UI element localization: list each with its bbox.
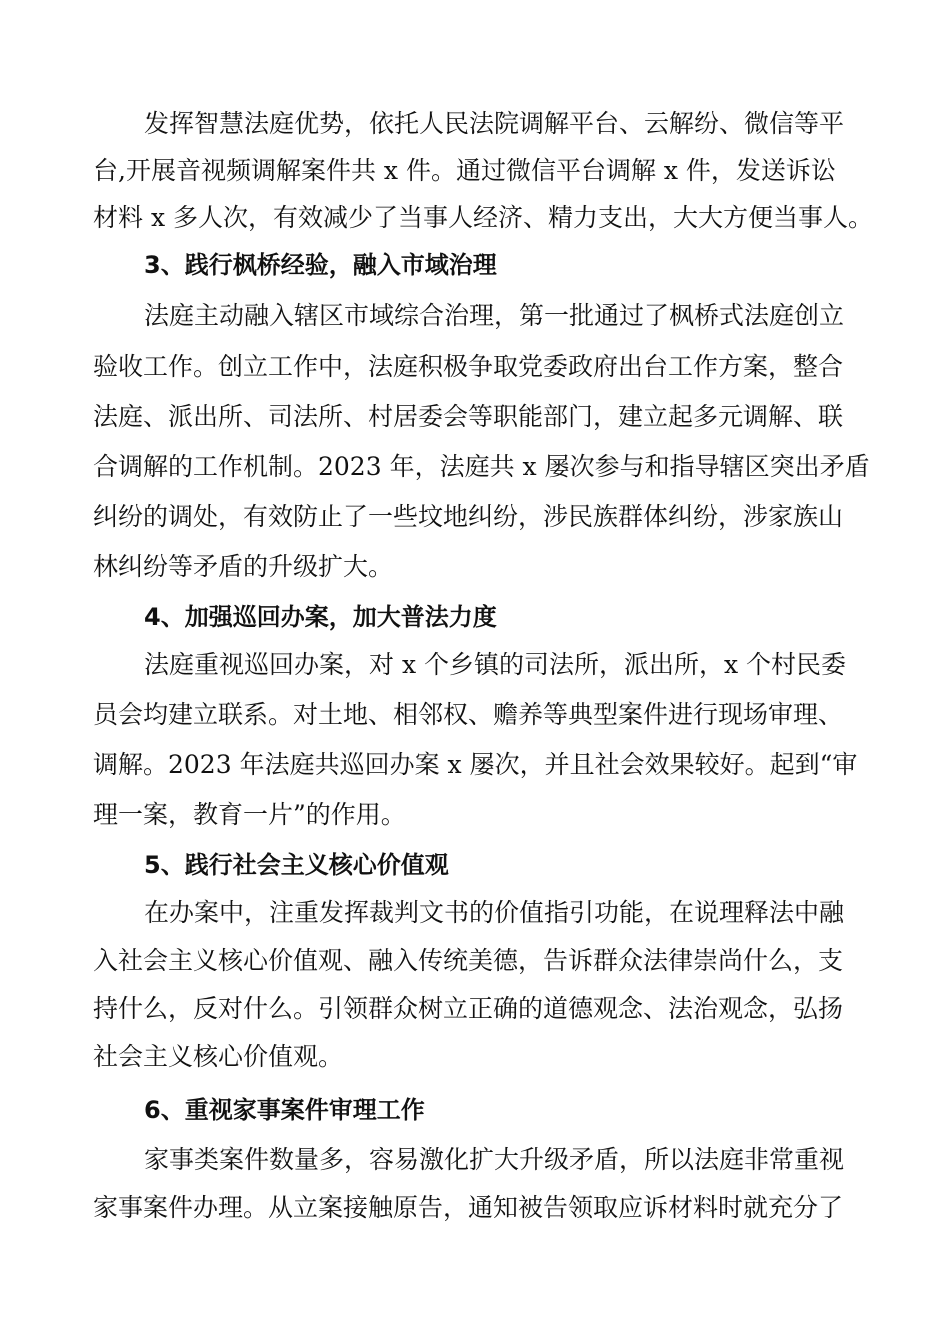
s6-line-2: 家事案件办理。从立案接触原告，通知被告领取应诉材料时就充分了	[93, 1193, 844, 1222]
s3-line-3: 法庭、派出所、司法所、村居委会等职能部门，建立起多元调解、联	[93, 402, 844, 431]
s5-line-4: 社会主义核心价值观。	[93, 1042, 344, 1071]
intro-line-2: 台,开展音视频调解案件共 x 件。通过微信平台调解 x 件，发送诉讼	[93, 156, 836, 185]
s3-line-6: 林纠纷等矛盾的升级扩大。	[93, 552, 394, 581]
s4-line-4: 理一案，教育一片”的作用。	[93, 800, 406, 829]
s5-line-3: 持什么，反对什么。引领群众树立正确的道德观念、法治观念，弘扬	[93, 994, 844, 1023]
s3-line-5: 纠纷的调处，有效防止了一些坟地纠纷，涉民族群体纠纷，涉家族山	[93, 502, 844, 531]
s3-line-1: 法庭主动融入辖区市域综合治理，第一批通过了枫桥式法庭创立	[144, 301, 845, 330]
s5-line-1: 在办案中，注重发挥裁判文书的价值指引功能，在说理释法中融	[144, 898, 845, 927]
s3-line-4: 合调解的工作机制。2023 年，法庭共 x 屡次参与和指导辖区突出矛盾	[93, 452, 870, 481]
s3-line-2: 验收工作。创立工作中，法庭积极争取党委政府出台工作方案，整合	[93, 352, 844, 381]
s4-line-2: 员会均建立联系。对土地、相邻权、赡养等典型案件进行现场审理、	[93, 700, 844, 729]
s5-line-2: 入社会主义核心价值观、融入传统美德，告诉群众法律崇尚什么，支	[93, 946, 844, 975]
section-heading-5: 5、践行社会主义核心价值观	[144, 851, 449, 879]
intro-line-1: 发挥智慧法庭优势，依托人民法院调解平台、云解纷、微信等平	[144, 109, 845, 138]
intro-line-3: 材料 x 多人次，有效减少了当事人经济、精力支出，大大方便当事人。	[93, 203, 873, 232]
section-heading-6: 6、重视家事案件审理工作	[144, 1096, 425, 1124]
section-heading-4: 4、加强巡回办案，加大普法力度	[144, 603, 497, 631]
s4-line-3: 调解。2023 年法庭共巡回办案 x 屡次，并且社会效果较好。起到“审	[93, 750, 858, 779]
section-heading-3: 3、践行枫桥经验，融入市域治理	[144, 251, 497, 279]
s6-line-1: 家事类案件数量多，容易激化扩大升级矛盾，所以法庭非常重视	[144, 1145, 845, 1174]
s4-line-1: 法庭重视巡回办案，对 x 个乡镇的司法所，派出所，x 个村民委	[144, 650, 847, 679]
